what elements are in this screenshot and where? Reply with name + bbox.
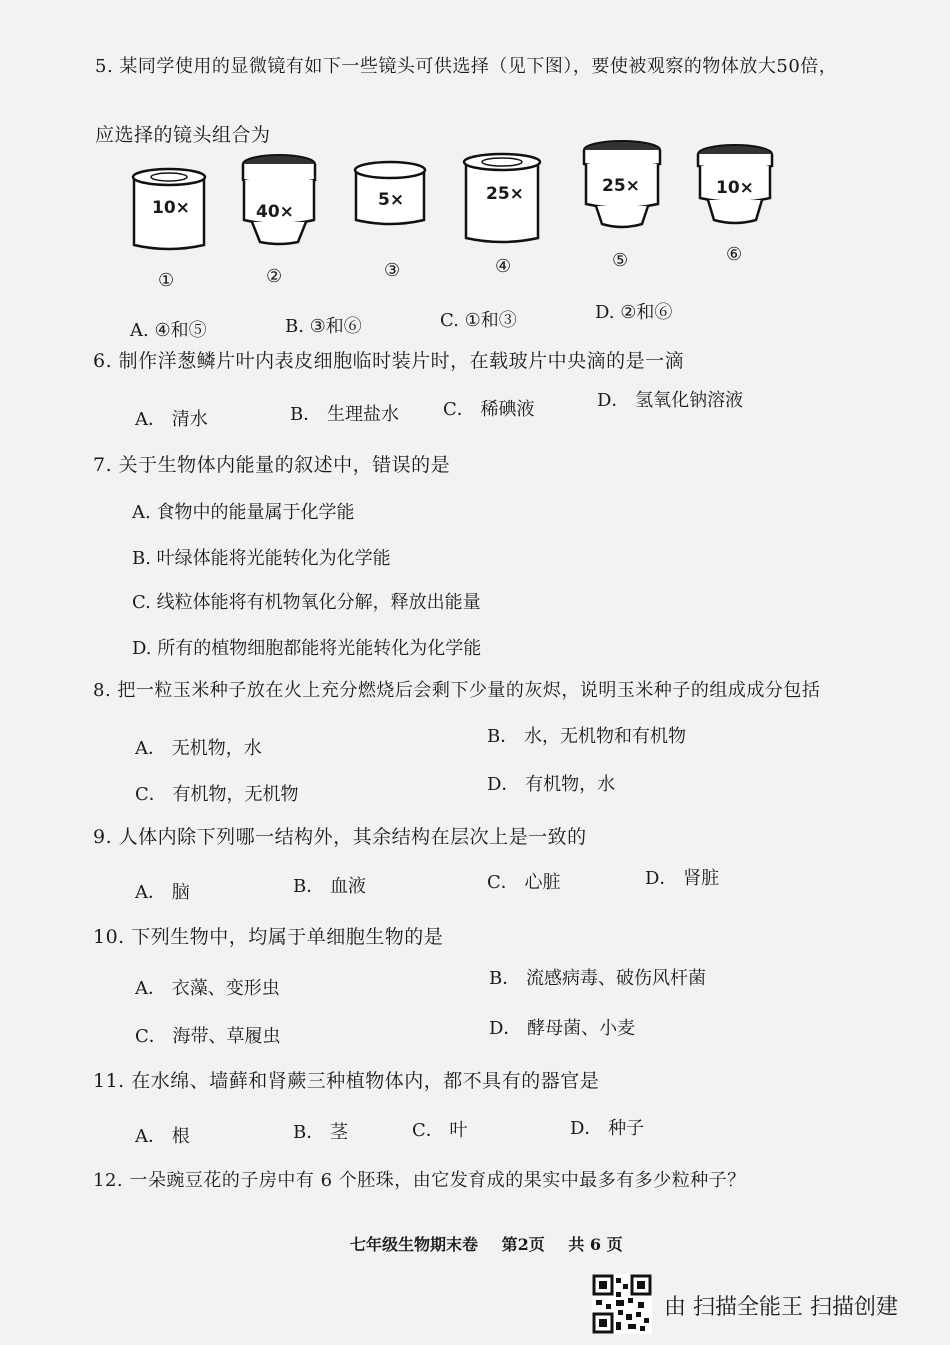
footer-page: 第2页 xyxy=(501,1235,545,1254)
q7-option-a: A. 食物中的能量属于化学能 xyxy=(132,502,355,523)
objective-lens-2-icon xyxy=(238,150,320,250)
q10-option-d: D． 酵母菌、小麦 xyxy=(489,1018,636,1039)
q10-option-a: A． 衣藻、变形虫 xyxy=(135,978,280,999)
q8-option-d: D． 有机物，水 xyxy=(487,774,616,795)
lens-4-label: 25× xyxy=(486,184,524,204)
q7-option-d: D. 所有的植物细胞都能将光能转化为化学能 xyxy=(132,638,482,659)
q6-option-d: D． 氢氧化钠溶液 xyxy=(597,390,744,411)
q11-option-a: A． 根 xyxy=(135,1126,190,1147)
question-10-text: 10. 下列生物中，均属于单细胞生物的是 xyxy=(93,926,444,948)
lens-4-number: ④ xyxy=(495,256,512,277)
q5-option-c: C. ①和③ xyxy=(440,310,517,331)
page-footer xyxy=(350,1232,641,1255)
q7-option-c: C. 线粒体能将有机物氧化分解，释放出能量 xyxy=(132,592,481,613)
q8-option-b: B． 水，无机物和有机物 xyxy=(487,726,686,747)
qr-code-icon xyxy=(592,1274,652,1334)
scanner-watermark xyxy=(592,1272,932,1336)
question-8-text: 8. 把一粒玉米种子放在火上充分燃烧后会剩下少量的灰烬，说明玉米种子的组成成分包括 xyxy=(93,680,821,701)
lens-6-number: ⑥ xyxy=(726,244,743,265)
q9-option-b: B． 血液 xyxy=(293,876,366,897)
lens-2-label: 40× xyxy=(256,202,294,222)
question-5-text-cont: 应选择的镜头组合为 xyxy=(95,124,271,146)
q11-option-b: B． 茎 xyxy=(293,1122,348,1143)
q11-option-c: C． 叶 xyxy=(412,1120,468,1141)
q8-option-c: C． 有机物，无机物 xyxy=(135,784,299,805)
q10-option-c: C． 海带、草履虫 xyxy=(135,1026,281,1047)
q6-option-b: B． 生理盐水 xyxy=(290,404,399,425)
question-11-text: 11. 在水绵、墙藓和肾蕨三种植物体内，都不具有的器官是 xyxy=(93,1070,600,1092)
q6-option-a: A． 清水 xyxy=(135,409,208,430)
q6-option-c: C． 稀碘液 xyxy=(443,399,535,420)
q5-option-d: D. ②和⑥ xyxy=(595,302,673,323)
lens-6-label: 10× xyxy=(716,178,754,198)
q9-option-c: C． 心脏 xyxy=(487,872,561,893)
lens-3-label: 5× xyxy=(378,190,405,210)
lens-3-number: ③ xyxy=(384,260,401,281)
q9-option-d: D． 肾脏 xyxy=(645,868,720,889)
question-7-text: 7. 关于生物体内能量的叙述中，错误的是 xyxy=(93,454,451,476)
q8-option-a: A． 无机物，水 xyxy=(135,738,262,759)
q5-option-a: A. ④和⑤ xyxy=(130,320,207,341)
lens-1-label: 10× xyxy=(152,198,190,218)
question-9-text: 9. 人体内除下列哪一结构外，其余结构在层次上是一致的 xyxy=(93,826,587,848)
lens-5-number: ⑤ xyxy=(612,250,629,271)
watermark-text: 由 扫描全能王 扫描创建 xyxy=(664,1295,898,1320)
question-12-text: 12. 一朵豌豆花的子房中有 6 个胚珠，由它发育成的果实中最多有多少粒种子？ xyxy=(93,1170,746,1191)
footer-title: 七年级生物期末卷 xyxy=(350,1235,479,1254)
question-6-text: 6. 制作洋葱鳞片叶内表皮细胞临时装片时，在载玻片中央滴的是一滴 xyxy=(93,350,685,372)
q5-option-b: B. ③和⑥ xyxy=(285,316,362,337)
lens-2-number: ② xyxy=(266,266,283,287)
q9-option-a: A． 脑 xyxy=(135,882,190,903)
footer-total: 共 6 页 xyxy=(568,1235,623,1254)
question-5-text: 5. 某同学使用的显微镜有如下一些镜头可供选择（见下图），要使被观察的物体放大50倍， xyxy=(95,56,838,77)
lens-1-number: ① xyxy=(158,270,175,291)
q10-option-b: B． 流感病毒、破伤风杆菌 xyxy=(489,968,706,989)
q11-option-d: D． 种子 xyxy=(570,1118,645,1139)
q7-option-b: B. 叶绿体能将光能转化为化学能 xyxy=(132,548,391,569)
lens-5-label: 25× xyxy=(602,176,640,196)
